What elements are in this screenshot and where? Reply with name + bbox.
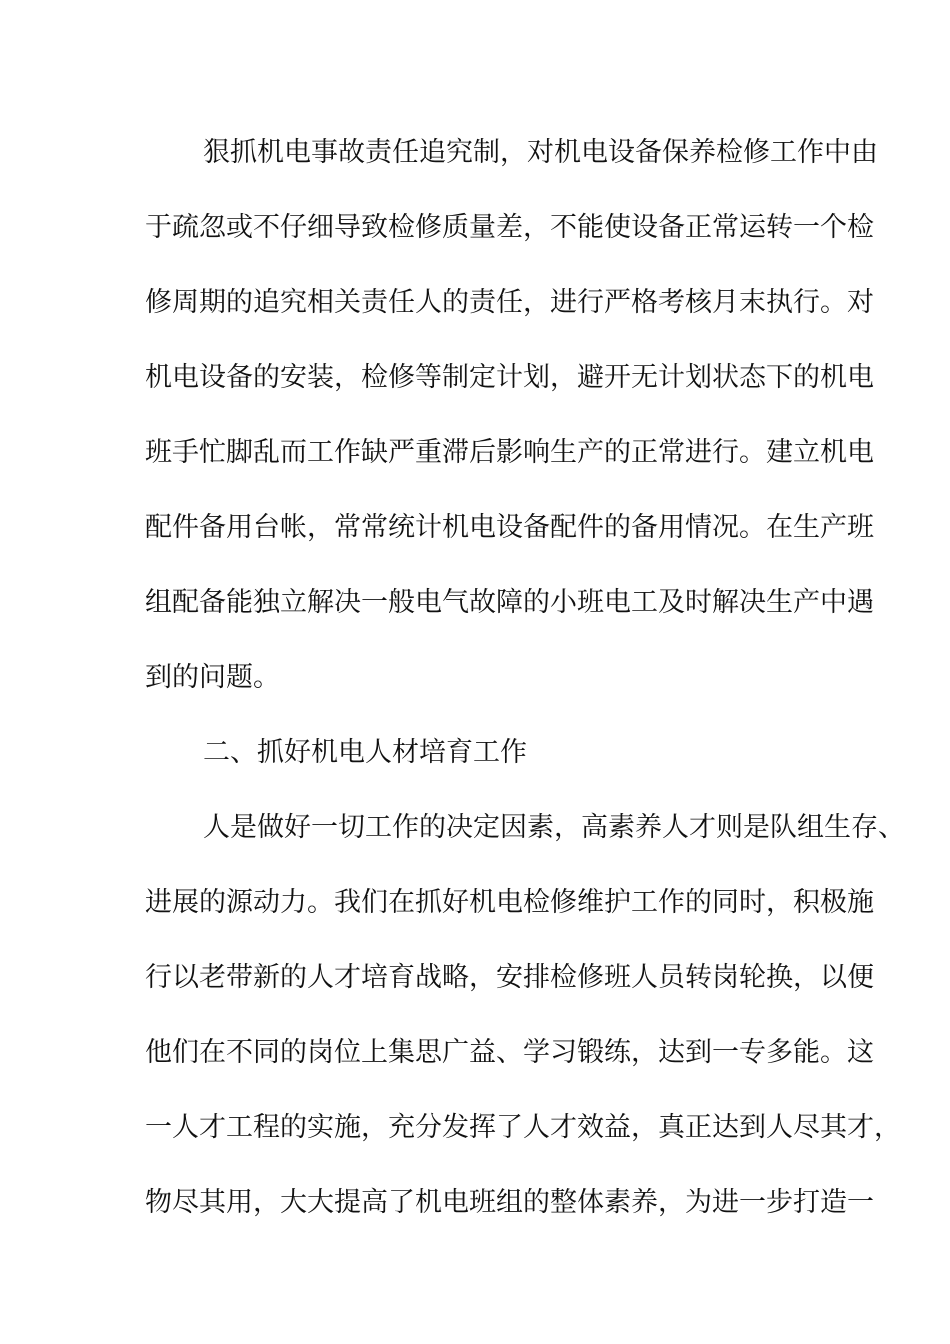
- paragraph-line: 人是做好一切工作的决定因素，高素养人才则是队组生存、: [203, 812, 905, 843]
- paragraph-line: 于疏忽或不仔细导致检修质量差，不能使设备正常运转一个检: [145, 212, 874, 243]
- paragraph-line: 组配备能独立解决一般电气故障的小班电工及时解决生产中遇: [145, 587, 874, 618]
- paragraph-line: 配件备用台帐，常常统计机电设备配件的备用情况。在生产班: [145, 512, 874, 543]
- paragraph-line: 他们在不同的岗位上集思广益、学习锻练，达到一专多能。这: [145, 1037, 874, 1068]
- paragraph-line: 行以老带新的人才培育战略，安排检修班人员转岗轮换，以便: [145, 962, 874, 993]
- paragraph-line: 狠抓机电事故责任追究制，对机电设备保养检修工作中由: [203, 137, 878, 168]
- paragraph-line: 一人才工程的实施，充分发挥了人才效益，真正达到人尽其才，: [145, 1112, 901, 1143]
- paragraph-line: 到的问题。: [145, 662, 280, 693]
- paragraph-line: 进展的源动力。我们在抓好机电检修维护工作的同时，积极施: [145, 887, 874, 918]
- document-body: [145, 115, 905, 1240]
- section-heading: 二、抓好机电人材培育工作: [203, 737, 527, 768]
- paragraph-line: 物尽其用，大大提高了机电班组的整体素养，为进一步打造一: [145, 1187, 874, 1218]
- paragraph-line: 机电设备的安装，检修等制定计划，避开无计划状态下的机电: [145, 362, 874, 393]
- paragraph-line: 修周期的追究相关责任人的责任，进行严格考核月末执行。对: [145, 287, 874, 318]
- paragraph-line: 班手忙脚乱而工作缺严重滞后影响生产的正常进行。建立机电: [145, 437, 874, 468]
